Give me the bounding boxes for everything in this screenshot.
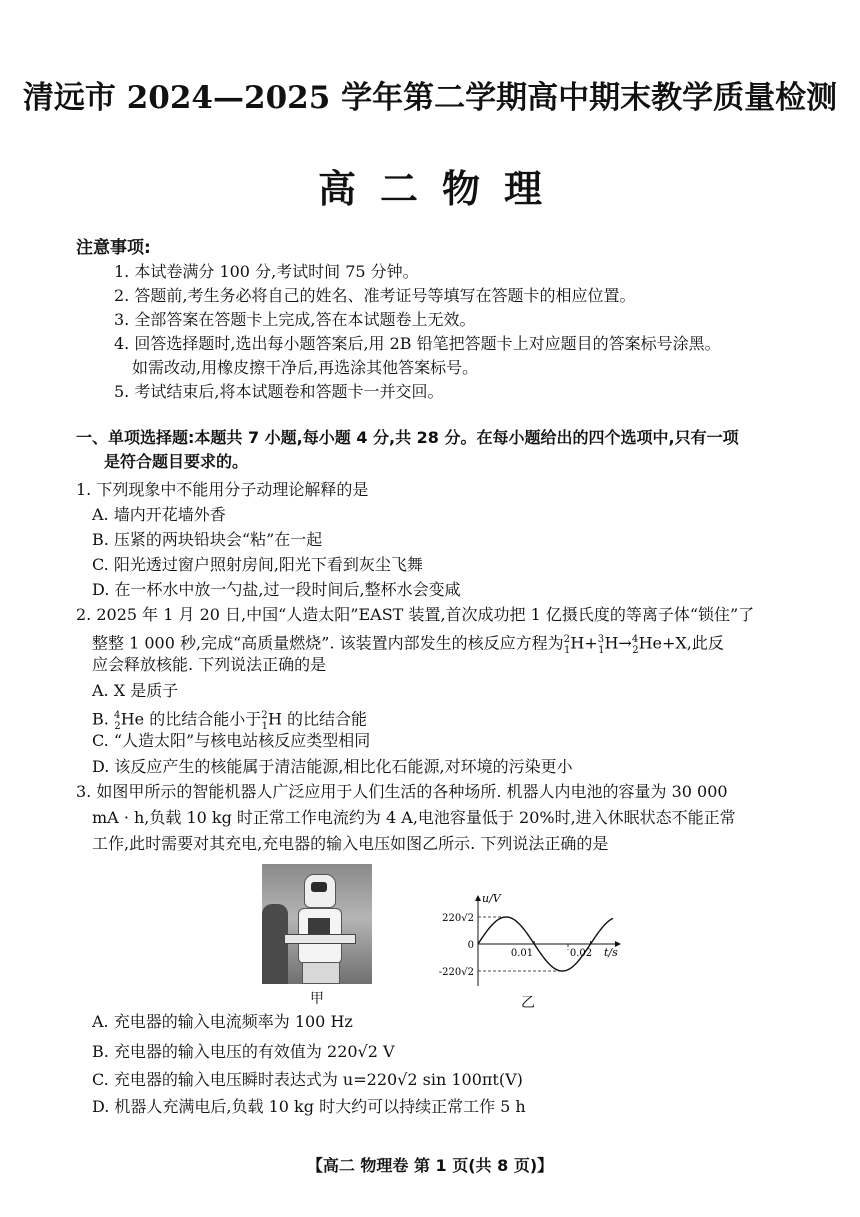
notice-item-1: 1. 本试卷满分 100 分,考试时间 75 分钟。 bbox=[114, 262, 419, 281]
nuclide-h2-charge: 1 bbox=[563, 644, 571, 656]
q3-stem-line1: 3. 如图甲所示的智能机器人广泛应用于人们生活的各种场所. 机器人内电池的容量为 30 000 bbox=[76, 782, 728, 801]
q2-option-b-label: B. bbox=[92, 709, 114, 729]
page-footer: 【高二 物理卷 第 1 页(共 8 页)】 bbox=[306, 1156, 554, 1175]
subject-title: 高二物理 bbox=[317, 166, 566, 211]
robot-screen bbox=[308, 918, 330, 934]
nuclide-h3-mass: 3 bbox=[597, 634, 605, 645]
person-silhouette bbox=[262, 904, 288, 984]
q2-eq-part-c: H→ bbox=[604, 633, 632, 653]
q1-option-c: C. 阳光透过窗户照射房间,阳光下看到灰尘飞舞 bbox=[92, 555, 423, 574]
q2-option-a: A. X 是质子 bbox=[92, 681, 179, 700]
y-tick-min: -220√2 bbox=[438, 967, 474, 978]
q2-option-c: C. “人造太阳”与核电站核反应类型相同 bbox=[92, 731, 371, 750]
nuclide-he4-charge: 2 bbox=[632, 644, 639, 656]
q3-option-b: B. 充电器的输入电压的有效值为 220√2 V bbox=[92, 1042, 395, 1061]
q3-stem-line2: mA · h,负载 10 kg 时正常工作电流约为 4 A,电池容量低于 20%时,进入休眠状态不能正常 bbox=[92, 808, 736, 827]
nuclide-h2-mass: 2 bbox=[563, 634, 570, 645]
nuclide-h3 bbox=[598, 630, 605, 661]
exam-title: 清远市 2024—2025 学年第二学期高中期末教学质量检测 bbox=[22, 80, 838, 116]
q2-eq-part-d: He+X,此反 bbox=[638, 633, 724, 653]
x-tick-0.02: 0.02 bbox=[569, 948, 593, 959]
notice-item-5: 5. 考试结束后,将本试题卷和答题卡一并交回。 bbox=[114, 382, 444, 401]
q1-option-d: D. 在一杯水中放一勺盐,过一段时间后,整杯水会变咸 bbox=[92, 580, 461, 599]
robot-base bbox=[302, 962, 340, 984]
q3-stem-line3: 工作,此时需要对其充电,充电器的输入电压如图乙所示. 下列说法正确的是 bbox=[92, 834, 609, 853]
notice-item-3: 3. 全部答案在答题卡上完成,答在本试题卷上无效。 bbox=[114, 310, 476, 329]
notice-heading: 注意事项: bbox=[76, 238, 151, 258]
q1-option-b: B. 压紧的两块铅块会“粘”在一起 bbox=[92, 530, 323, 549]
q2-option-b-text1: He 的比结合能小于 bbox=[120, 709, 262, 729]
q3-option-c: C. 充电器的输入电压瞬时表达式为 u=220√2 sin 100πt(V) bbox=[92, 1070, 523, 1089]
q2-stem-line1: 2. 2025 年 1 月 20 日,中国“人造太阳”EAST 装置,首次成功把 1 亿摄氏度的等离子体“锁住”了 bbox=[76, 605, 755, 624]
y-tick-zero: 0 bbox=[467, 940, 474, 951]
robot-face bbox=[311, 882, 327, 892]
notice-item-4: 4. 回答选择题时,选出每小题答案后,用 2B 铅笔把答题卡上对应题目的答案标号涂黑。 bbox=[114, 334, 721, 353]
section-heading-cont: 是符合题目要求的。 bbox=[104, 452, 249, 471]
q2-stem-text: 整整 1 000 秒,完成“高质量燃烧”. 该装置内部发生的核反应方程为 bbox=[92, 633, 564, 653]
nuclide-he4-mass: 4 bbox=[631, 634, 639, 645]
notice-item-2: 2. 答题前,考生务必将自己的姓名、准考证号等填写在答题卡的相应位置。 bbox=[114, 286, 636, 305]
figure-a-caption: 甲 bbox=[310, 991, 324, 1007]
notice-item-4-cont: 如需改动,用橡皮擦干净后,再选涂其他答案标号。 bbox=[132, 358, 479, 377]
q2-option-d: D. 该反应产生的核能属于清洁能源,相比化石能源,对环境的污染更小 bbox=[92, 757, 573, 776]
option-b-he-charge: 2 bbox=[114, 720, 121, 732]
x-tick-0.01: 0.01 bbox=[510, 948, 534, 959]
q1-option-a: A. 墙内开花墙外香 bbox=[92, 505, 226, 524]
option-b-h-charge: 1 bbox=[261, 720, 268, 732]
nuclide-h2 bbox=[564, 630, 571, 661]
q3-option-d: D. 机器人充满电后,负载 10 kg 时大约可以持续正常工作 5 h bbox=[92, 1097, 526, 1116]
q2-stem-line3: 应会释放核能. 下列说法正确的是 bbox=[92, 655, 327, 674]
q2-eq-part-b: H+ bbox=[570, 633, 598, 653]
option-b-he-mass: 4 bbox=[113, 710, 121, 721]
nuclide-h3-charge: 1 bbox=[598, 644, 605, 656]
x-axis-label: t/s bbox=[604, 946, 618, 959]
nuclide-he4 bbox=[632, 630, 639, 661]
option-b-h-mass: 2 bbox=[261, 710, 268, 721]
robot-tray bbox=[284, 934, 356, 944]
figure-b-caption: 乙 bbox=[521, 995, 535, 1011]
q3-option-a: A. 充电器的输入电流频率为 100 Hz bbox=[92, 1012, 353, 1031]
q2-option-b-text2: H 的比结合能 bbox=[267, 709, 367, 729]
q1-stem: 1. 下列现象中不能用分子动理论解释的是 bbox=[76, 480, 369, 499]
section-heading: 一、单项选择题:本题共 7 小题,每小题 4 分,共 28 分。在每小题给出的四个选项中,只有一项 bbox=[76, 428, 739, 447]
robot-photo bbox=[262, 864, 372, 984]
voltage-chart bbox=[428, 890, 628, 990]
y-axis-label: u/V bbox=[482, 892, 501, 905]
y-tick-max: 220√2 bbox=[442, 913, 474, 924]
